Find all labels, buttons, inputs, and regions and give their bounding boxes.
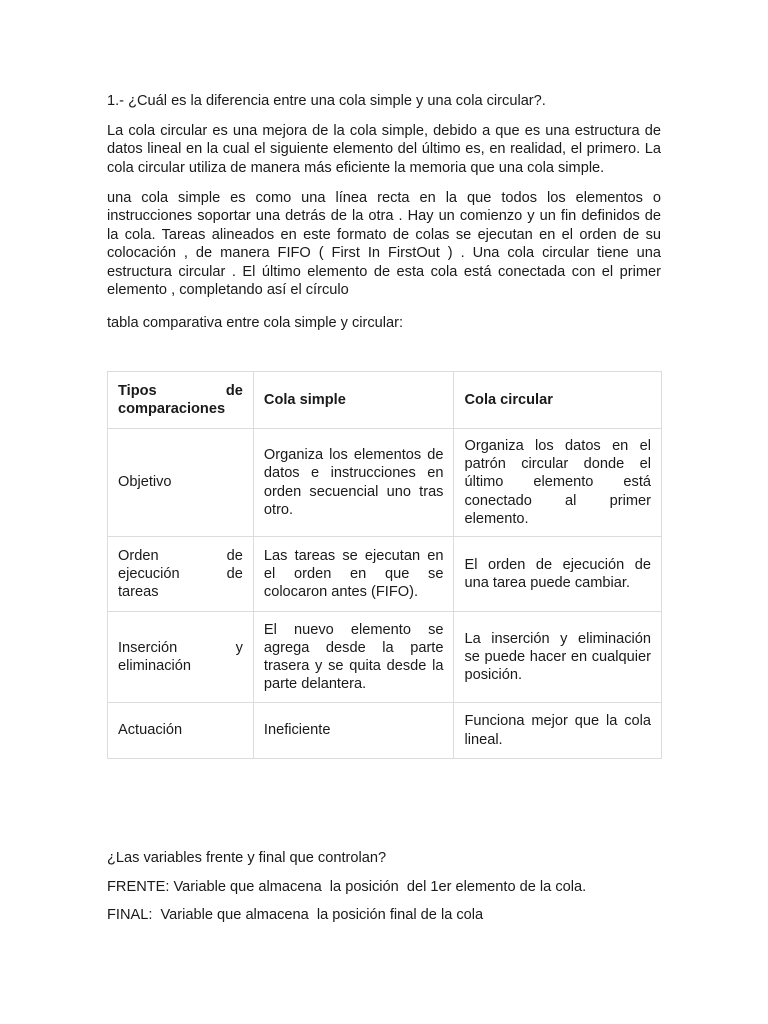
question-1: 1.- ¿Cuál es la diferencia entre una cola simple y una cola circular?. <box>107 93 546 109</box>
circular-queue-cell: Organiza los datos en el patrón circular donde el último elemento está conectado al primer elemento. <box>454 429 662 537</box>
table-header-row <box>108 372 662 429</box>
table-intro: tabla comparativa entre cola simple y circular: <box>107 315 404 331</box>
row-label: Orden de ejecución de tareas <box>108 537 254 612</box>
final-definition: FINAL: Variable que almacena la posición final de la cola <box>107 907 484 923</box>
table-row <box>108 429 662 537</box>
frente-definition: FRENTE: Variable que almacena la posición del 1er elemento de la cola. <box>107 879 587 895</box>
paragraph-simple-queue: una cola simple es como una línea recta en la que todos los elementos o instrucciones soportar una detrás de la otra . Hay un comienzo y un fin definidos de la cola. Tareas alineados en este formato de colas se ejecutan en el orden de su colocación , de manera FIFO ( First In FirstOut ) . Una cola circular tiene una estructura circular . El último elemento de esta cola está conectada con el primer elemento , completando así el círculo <box>107 190 661 299</box>
table-row <box>108 703 662 759</box>
simple-queue-cell: Organiza los elementos de datos e instrucciones en orden secuencial uno tras otro. <box>253 429 454 537</box>
header-comparison-types: Tipos de comparaciones <box>108 372 254 429</box>
simple-queue-cell: Ineficiente <box>253 703 454 759</box>
simple-queue-cell: Las tareas se ejecutan en el orden en que se colocaron antes (FIFO). <box>253 537 454 612</box>
table-row <box>108 612 662 703</box>
paragraph-circular-queue: La cola circular es una mejora de la cola simple, debido a que es una estructura de datos lineal en la cual el siguiente elemento del último es, en realidad, el primero. La cola circular utiliza de manera más eficiente la memoria que una cola simple. <box>107 123 661 176</box>
circular-queue-cell: Funciona mejor que la cola lineal. <box>454 703 662 759</box>
simple-queue-cell: El nuevo elemento se agrega desde la parte trasera y se quita desde la parte delantera. <box>253 612 454 703</box>
row-label: Inserción y eliminación <box>108 612 254 703</box>
header-simple-queue: Cola simple <box>253 372 454 429</box>
header-circular-queue: Cola circular <box>454 372 662 429</box>
circular-queue-cell: La inserción y eliminación se puede hacer en cualquier posición. <box>454 612 662 703</box>
question-2: ¿Las variables frente y final que controlan? <box>107 850 387 866</box>
row-label: Actuación <box>108 703 254 759</box>
comparison-table <box>107 371 662 759</box>
circular-queue-cell: El orden de ejecución de una tarea puede cambiar. <box>454 537 662 612</box>
table-row <box>108 537 662 612</box>
row-label: Objetivo <box>108 429 254 537</box>
